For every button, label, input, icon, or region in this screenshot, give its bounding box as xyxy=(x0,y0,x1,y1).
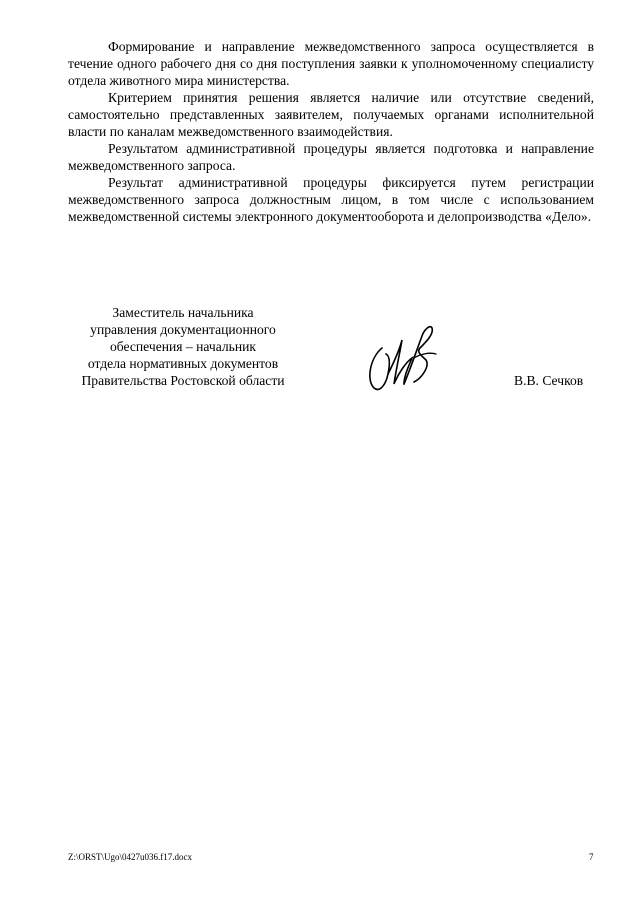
page-number: 7 xyxy=(589,852,594,862)
paragraph: Результат административной процедуры фиксируется путем регистрации межведомственного запроса должностным лицом, в том числе с использованием межведомственной системы электронного документооборота и делопроизводства «Дело». xyxy=(68,175,594,224)
signatory-name: В.В. Сечков xyxy=(514,373,584,388)
handwritten-signature-icon xyxy=(360,318,440,398)
signatory-title-line: Заместитель начальника xyxy=(112,305,254,320)
signatory-title-line: управления документационного xyxy=(90,322,276,337)
signatory-title-line: отдела нормативных документов xyxy=(87,356,279,371)
signatory-title-line: обеспечения – начальник xyxy=(109,339,257,354)
paragraph: Формирование и направление межведомственного запроса осуществляется в течение одного рабочего дня со дня поступления заявки к уполномоченному специалисту отдела животного мира министерства. xyxy=(68,39,594,88)
paragraph: Критерием принятия решения является наличие или отсутствие сведений, самостоятельно представленных заявителем, получаемых органами исполнительной власти по каналам межведомственного взаимодействия. xyxy=(68,90,594,139)
signatory-title-line: Правительства Ростовской области xyxy=(81,373,285,388)
paragraph: Результатом административной процедуры является подготовка и направление межведомственного запроса. xyxy=(68,141,594,173)
signatory-title xyxy=(60,304,306,389)
document-body xyxy=(68,38,594,225)
footer-file-path: Z:\ORST\Ugo\0427u036.f17.docx xyxy=(68,852,192,862)
